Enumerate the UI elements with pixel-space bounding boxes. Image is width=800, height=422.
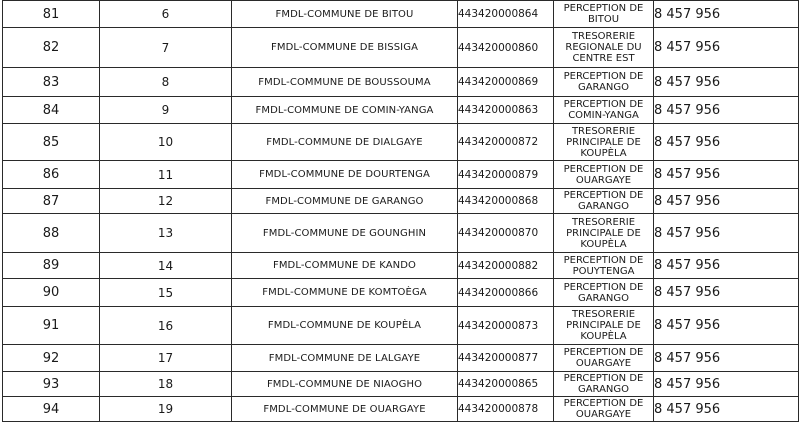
account-number-cell: 443420000864 — [458, 1, 554, 28]
table-row — [3, 345, 799, 372]
treasury-service-line: TRESORERIE — [571, 309, 636, 320]
treasury-service-line: KOUPÈLA — [580, 331, 627, 342]
treasury-service-cell — [554, 214, 654, 253]
commune-name-cell: FMDL-COMMUNE DE KANDO — [232, 253, 458, 279]
treasury-service-line: KOUPÈLA — [580, 147, 627, 159]
amount-cell: 8 457 956 — [654, 345, 799, 372]
account-number-cell: 443420000865 — [458, 372, 554, 397]
row-order-cell: 6 — [100, 1, 232, 28]
table-row — [3, 124, 799, 161]
table-row — [3, 161, 799, 189]
account-number-cell: 443420000866 — [458, 279, 554, 307]
table-body — [3, 1, 799, 422]
treasury-service-line: PERCEPTION DE — [563, 373, 644, 384]
row-order-cell: 11 — [100, 161, 232, 189]
treasury-service-line: BITOU — [587, 14, 620, 25]
commune-name-cell: FMDL-COMMUNE DE GOUNGHIN — [232, 214, 458, 253]
table-row — [3, 253, 799, 279]
row-order-cell: 19 — [100, 397, 232, 422]
account-number-cell: 443420000872 — [458, 124, 554, 161]
treasury-service-cell — [554, 397, 654, 422]
account-number-cell: 443420000878 — [458, 397, 554, 422]
amount-cell: 8 457 956 — [654, 214, 799, 253]
treasury-service-line: POUYTENGA — [572, 265, 635, 277]
commune-name-cell: FMDL-COMMUNE DE BITOU — [232, 1, 458, 28]
treasury-service-cell — [554, 97, 654, 124]
row-order-cell: 14 — [100, 253, 232, 279]
table-row — [3, 97, 799, 124]
amount-cell: 8 457 956 — [654, 68, 799, 97]
row-number-cell: 84 — [3, 97, 100, 124]
treasury-service-line: PRINCIPALE DE — [566, 320, 641, 331]
account-number-cell: 443420000870 — [458, 214, 554, 253]
treasury-service-line: PERCEPTION DE — [563, 163, 644, 175]
treasury-service-line: KOUPÈLA — [580, 238, 627, 250]
table-row — [3, 189, 799, 214]
treasury-service-line: PERCEPTION DE — [563, 398, 644, 409]
treasury-service-line: TRESORERIE — [571, 125, 636, 137]
treasury-service-cell — [554, 189, 654, 214]
treasury-service-cell — [554, 279, 654, 307]
treasury-service-line: TRESORERIE — [571, 216, 636, 228]
account-number-cell: 443420000860 — [458, 28, 554, 68]
treasury-service-line: GARANGO — [577, 82, 630, 93]
table-row — [3, 214, 799, 253]
allocation-table — [2, 0, 799, 422]
row-number-cell: 90 — [3, 279, 100, 307]
table-row — [3, 28, 799, 68]
row-order-cell: 12 — [100, 189, 232, 214]
treasury-service-line: TRESORERIE — [571, 31, 636, 42]
account-number-cell: 443420000868 — [458, 189, 554, 214]
table-row — [3, 68, 799, 97]
table-row — [3, 307, 799, 345]
treasury-service-cell — [554, 28, 654, 68]
row-order-cell: 10 — [100, 124, 232, 161]
treasury-service-line: GARANGO — [577, 201, 630, 212]
treasury-service-cell — [554, 68, 654, 97]
treasury-service-line: CENTRE EST — [572, 53, 635, 64]
commune-name-cell: FMDL-COMMUNE DE LALGAYE — [232, 345, 458, 372]
treasury-service-line: OUARGAYE — [575, 409, 632, 420]
commune-name-cell: FMDL-COMMUNE DE BISSIGA — [232, 28, 458, 68]
treasury-service-line: OUARGAYE — [575, 174, 632, 186]
row-number-cell: 81 — [3, 1, 100, 28]
amount-cell: 8 457 956 — [654, 124, 799, 161]
treasury-service-cell — [554, 161, 654, 189]
amount-cell: 8 457 956 — [654, 372, 799, 397]
treasury-service-line: PRINCIPALE DE — [566, 227, 641, 239]
table-row — [3, 372, 799, 397]
commune-name-cell: FMDL-COMMUNE DE BOUSSOUMA — [232, 68, 458, 97]
row-number-cell: 93 — [3, 372, 100, 397]
row-order-cell: 8 — [100, 68, 232, 97]
row-order-cell: 13 — [100, 214, 232, 253]
row-number-cell: 83 — [3, 68, 100, 97]
commune-name-cell: FMDL-COMMUNE DE COMIN-YANGA — [232, 97, 458, 124]
row-order-cell: 9 — [100, 97, 232, 124]
row-order-cell: 17 — [100, 345, 232, 372]
account-number-cell: 443420000873 — [458, 307, 554, 345]
row-number-cell: 89 — [3, 253, 100, 279]
row-number-cell: 86 — [3, 161, 100, 189]
table-row — [3, 1, 799, 28]
treasury-service-line: PERCEPTION DE — [563, 254, 644, 266]
row-number-cell: 94 — [3, 397, 100, 422]
treasury-service-line: PERCEPTION DE — [563, 347, 644, 358]
amount-cell: 8 457 956 — [654, 189, 799, 214]
treasury-service-cell — [554, 1, 654, 28]
amount-cell: 8 457 956 — [654, 397, 799, 422]
account-number-cell: 443420000863 — [458, 97, 554, 124]
table-row — [3, 397, 799, 422]
amount-cell: 8 457 956 — [654, 28, 799, 68]
treasury-service-line: PRINCIPALE DE — [566, 136, 641, 148]
account-number-cell: 443420000879 — [458, 161, 554, 189]
commune-name-cell: FMDL-COMMUNE DE GARANGO — [232, 189, 458, 214]
row-order-cell: 15 — [100, 279, 232, 307]
treasury-service-line: PERCEPTION DE — [563, 71, 644, 82]
amount-cell: 8 457 956 — [654, 1, 799, 28]
row-number-cell: 91 — [3, 307, 100, 345]
table-row — [3, 279, 799, 307]
treasury-service-line: PERCEPTION DE — [563, 99, 644, 110]
amount-cell: 8 457 956 — [654, 279, 799, 307]
amount-cell: 8 457 956 — [654, 97, 799, 124]
amount-cell: 8 457 956 — [654, 307, 799, 345]
treasury-service-line: REGIONALE DU — [565, 42, 642, 53]
amount-cell: 8 457 956 — [654, 161, 799, 189]
amount-cell: 8 457 956 — [654, 253, 799, 279]
treasury-service-line: PERCEPTION DE — [563, 281, 644, 293]
row-order-cell: 7 — [100, 28, 232, 68]
commune-name-cell: FMDL-COMMUNE DE OUARGAYE — [232, 397, 458, 422]
treasury-service-cell — [554, 253, 654, 279]
treasury-service-cell — [554, 124, 654, 161]
treasury-service-cell — [554, 345, 654, 372]
treasury-service-line: OUARGAYE — [575, 358, 632, 369]
account-number-cell: 443420000869 — [458, 68, 554, 97]
row-number-cell: 82 — [3, 28, 100, 68]
treasury-service-cell — [554, 372, 654, 397]
treasury-service-line: GARANGO — [577, 384, 630, 395]
commune-name-cell: FMDL-COMMUNE DE DIALGAYE — [232, 124, 458, 161]
account-number-cell: 443420000882 — [458, 253, 554, 279]
row-number-cell: 85 — [3, 124, 100, 161]
treasury-service-cell — [554, 307, 654, 345]
commune-name-cell: FMDL-COMMUNE DE KOUPÈLA — [232, 307, 458, 345]
row-order-cell: 16 — [100, 307, 232, 345]
treasury-service-line: GARANGO — [577, 292, 630, 304]
commune-name-cell: FMDL-COMMUNE DE DOURTENGA — [232, 161, 458, 189]
commune-name-cell: FMDL-COMMUNE DE NIAOGHO — [232, 372, 458, 397]
row-number-cell: 92 — [3, 345, 100, 372]
row-order-cell: 18 — [100, 372, 232, 397]
treasury-service-line: COMIN-YANGA — [568, 110, 639, 121]
commune-name-cell: FMDL-COMMUNE DE KOMTOÈGA — [232, 279, 458, 307]
treasury-service-line: PERCEPTION DE — [563, 3, 644, 14]
treasury-service-line: PERCEPTION DE — [563, 190, 644, 201]
row-number-cell: 88 — [3, 214, 100, 253]
account-number-cell: 443420000877 — [458, 345, 554, 372]
row-number-cell: 87 — [3, 189, 100, 214]
